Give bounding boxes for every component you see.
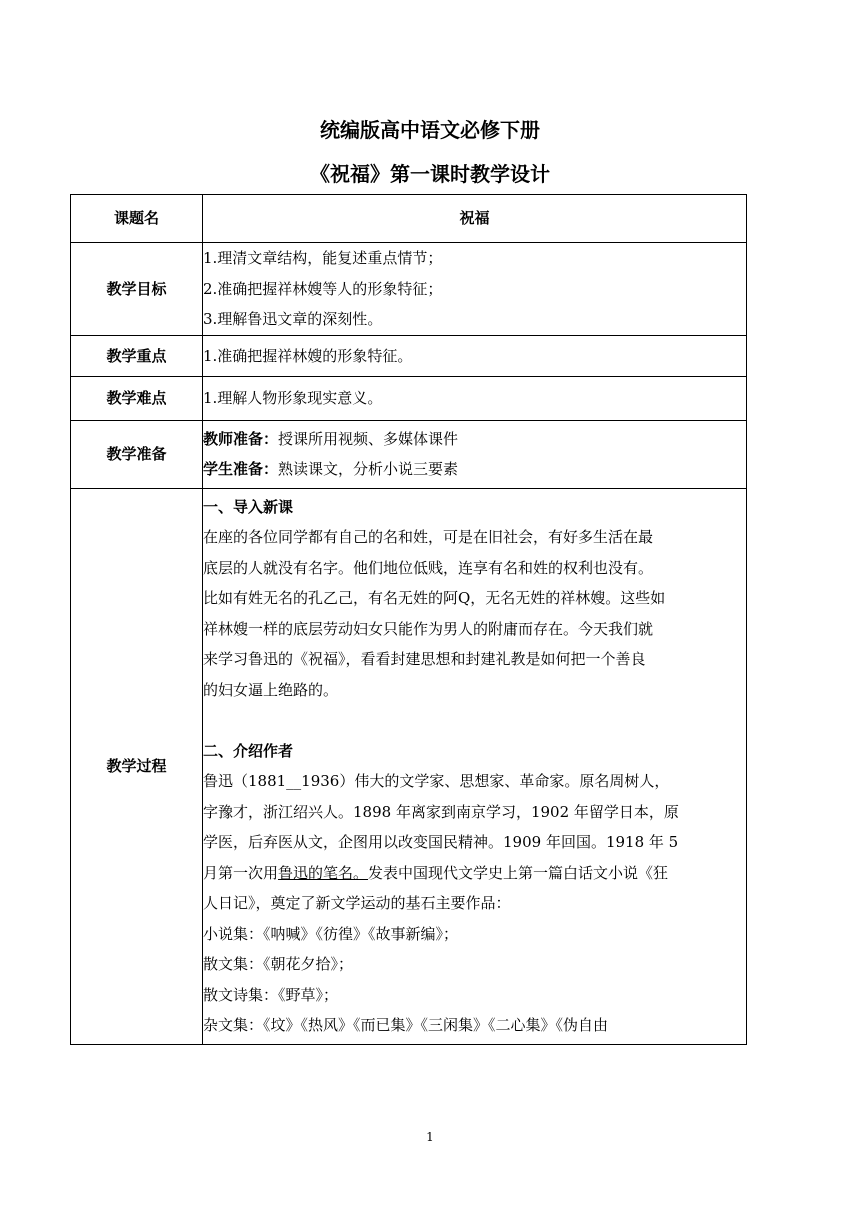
paragraph-line: 在座的各位同学都有自己的名和姓，可是在旧社会，有好多生活在最 — [203, 528, 654, 546]
paragraph-line: 学医，后弃医从文，企图用以改变国民精神。1909 年回国。1918 年 5 — [203, 833, 679, 851]
table-row — [71, 420, 747, 488]
difficulty-cell — [203, 377, 747, 421]
table-row — [71, 488, 747, 1044]
paragraph-line: 祥林嫂一样的底层劳动妇女只能作为男人的附庸而存在。今天我们就 — [203, 619, 654, 638]
paragraph-line: 字豫才，浙江绍兴人。1898 年离家到南京学习，1902 年留学日本，原 — [203, 802, 679, 821]
student-prep — [203, 454, 746, 485]
teacher-prep-text: 授课所用视频、多媒体课件 — [278, 429, 459, 448]
text-before-underline: 月第一次用 — [203, 863, 279, 882]
goals-cell — [203, 243, 747, 336]
paragraph-line: 来学习鲁迅的《祝福》，看看封建思想和封建礼教是如何把一个善良 — [203, 650, 646, 668]
paragraph-line — [203, 858, 746, 889]
student-prep-label: 学生准备： — [203, 460, 279, 478]
student-prep-text: 熟读课文，分析小说三要素 — [278, 460, 459, 478]
section-author-title: 二、介绍作者 — [203, 741, 294, 760]
works-prose-poems: 散文诗集：《野草》； — [203, 985, 339, 1004]
table-row — [71, 377, 747, 421]
goal-item: 2.准确把握祥林嫂等人的形象特征； — [203, 279, 443, 298]
paragraph-line: 人日记》，奠定了新文学运动的基石主要作品： — [203, 894, 511, 912]
lesson-plan-table — [70, 194, 747, 1045]
teacher-prep — [203, 424, 746, 455]
page-number: 1 — [426, 1130, 434, 1144]
paragraph-line: 比如有姓无名的孔乙己，有名无姓的阿Q，无名无姓的祥林嫂。这些如 — [203, 589, 666, 607]
paragraph-line: 鲁迅（1881__1936）伟大的文学家、思想家、革命家。原名周树人， — [203, 772, 670, 790]
works-miscellaneous: 杂文集：《坟》《热风》《而已集》《三闲集》《二心集》《伪自由 — [203, 1016, 609, 1034]
document-subtitle: 《祝福》第一课时教学设计 — [310, 162, 550, 186]
goal-item: 1.理清文章结构，能复述重点情节； — [203, 249, 443, 267]
row-label-key-point: 教学重点 — [71, 335, 203, 377]
row-label-topic: 课题名 — [71, 195, 203, 243]
section-intro-title: 一、导入新课 — [203, 497, 294, 516]
table-row — [71, 243, 747, 336]
difficulty-text: 1.理解人物形象现实意义。 — [203, 389, 383, 407]
prep-cell — [203, 420, 747, 488]
key-point-text: 1.准确把握祥林嫂的形象特征。 — [203, 346, 413, 365]
key-point-cell — [203, 335, 747, 377]
text-after-underline: 发表中国现代文学史上第一篇白话文小说《狂 — [368, 863, 669, 882]
works-essays: 散文集：《朝花夕拾》； — [203, 955, 354, 973]
table-row — [71, 335, 747, 377]
paragraph-line: 底层的人就没有名字。他们地位低贱，连享有名和姓的权利也没有。 — [203, 558, 654, 577]
underlined-text: 鲁迅的笔名。 — [278, 863, 369, 882]
document-title: 统编版高中语文必修下册 — [320, 118, 540, 142]
row-label-process: 教学过程 — [71, 488, 203, 1044]
row-label-difficulty: 教学难点 — [71, 377, 203, 421]
goal-item: 3.理解鲁迅文章的深刻性。 — [203, 310, 383, 328]
paragraph-line: 的妇女逼上绝路的。 — [203, 680, 339, 699]
table-row — [71, 195, 747, 243]
process-cell — [203, 488, 747, 1044]
works-novels: 小说集：《呐喊》《彷徨》《故事新编》； — [203, 924, 459, 943]
blank-line — [203, 705, 746, 736]
row-label-prep: 教学准备 — [71, 420, 203, 488]
teacher-prep-label: 教师准备： — [203, 429, 279, 448]
topic-value: 祝福 — [203, 195, 747, 243]
row-label-goals: 教学目标 — [71, 243, 203, 336]
